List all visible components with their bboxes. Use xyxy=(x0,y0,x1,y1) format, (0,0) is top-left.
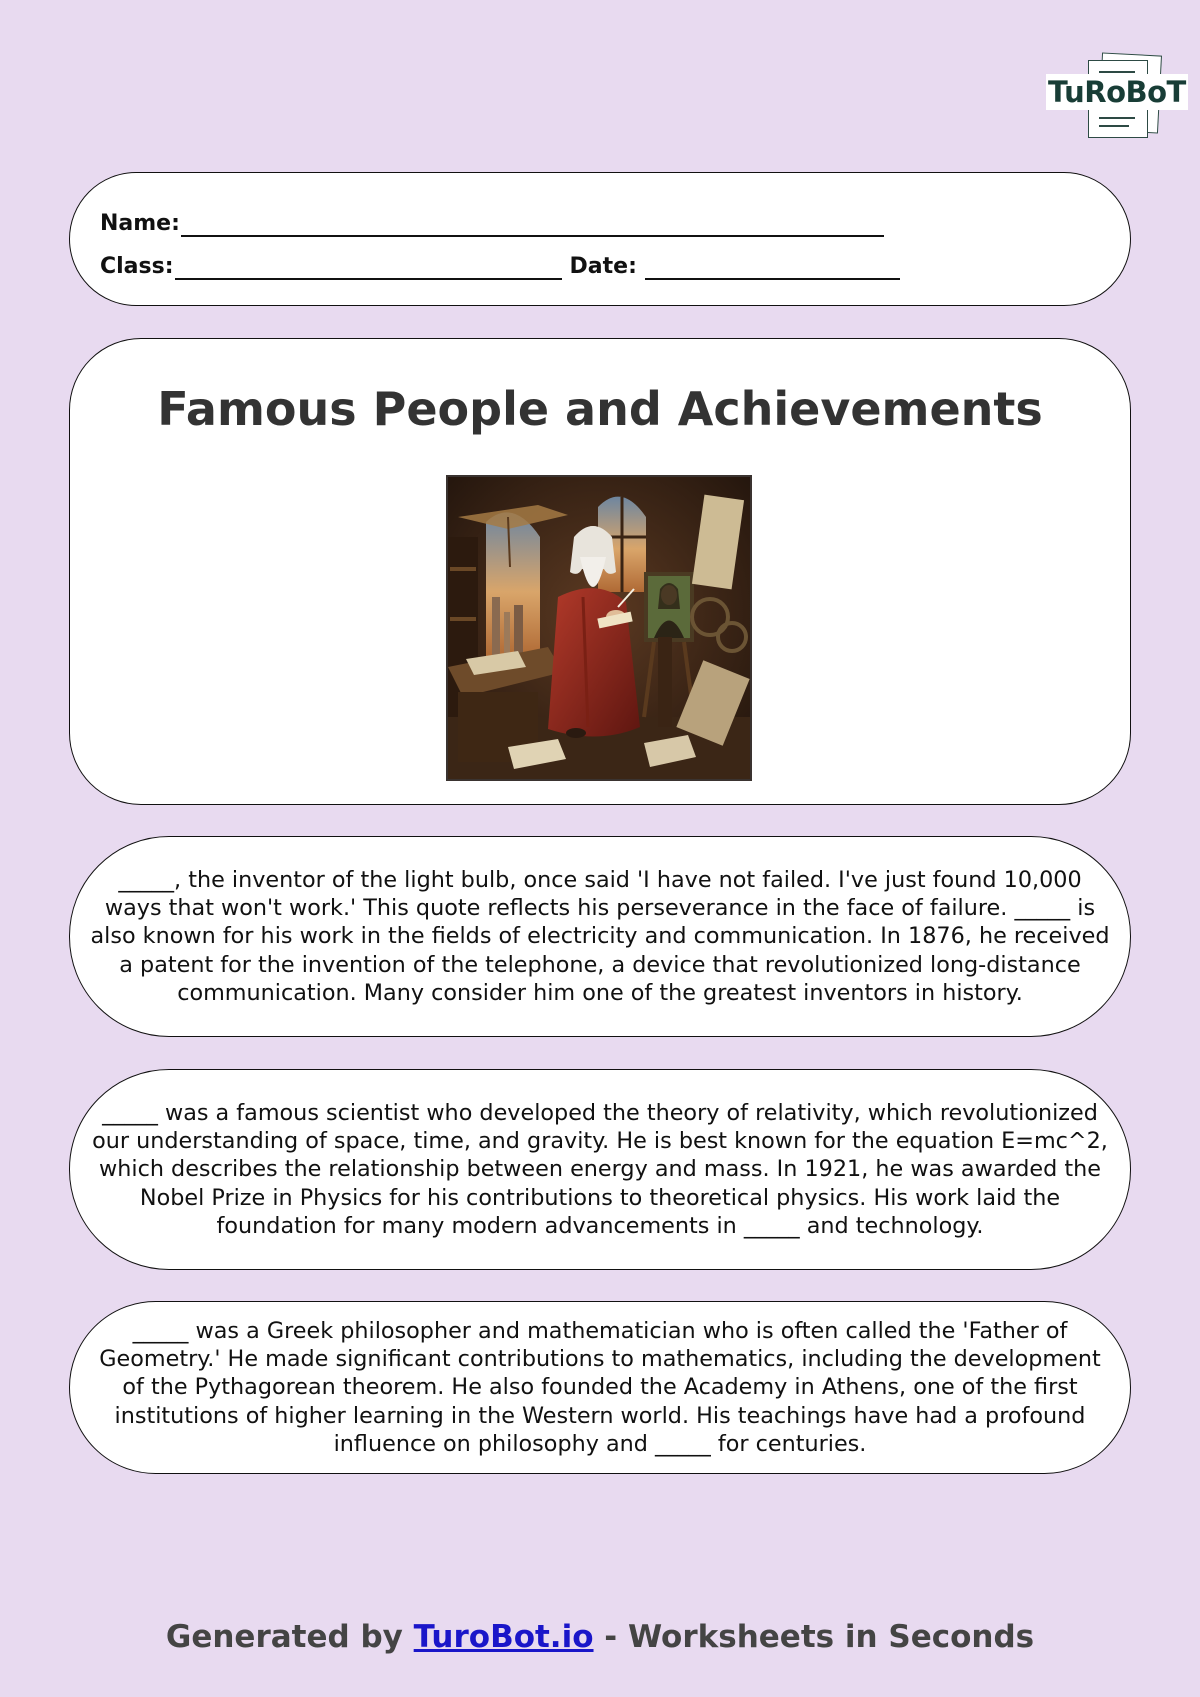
passage-text-3: _____ was a Greek philosopher and mathematician who is often called the 'Father of Geometry.' He made significant contributions to mathematics, including the development of the Pythagorean theorem. He also founded the Academy in Athens, one of the first institutions of higher learning in the Western world. His teachings have had a profound influence on philosophy and _____ for centuries. xyxy=(99,1317,1101,1457)
class-date-row xyxy=(100,254,900,280)
turobot-logo xyxy=(1046,52,1186,136)
logo-sheet-line xyxy=(1099,71,1135,73)
date-line[interactable] xyxy=(645,258,900,280)
name-label: Name: xyxy=(100,211,180,236)
worksheet-title: Famous People and Achievements xyxy=(157,382,1043,436)
footer-suffix: - Worksheets in Seconds xyxy=(593,1619,1035,1655)
passage-text-2: _____ was a famous scientist who developed the theory of relativity, which revolutionized our understanding of space, time, and gravity. He is best known for the equation E=mc^2, which describes the relationship between energy and mass. In 1921, he was awarded the Nobel Prize in Physics for his contributions to theoretical physics. His work laid the foundation for many modern advancements in _____ and technology. xyxy=(92,1099,1108,1239)
class-label: Class: xyxy=(100,254,174,279)
passage-box-3 xyxy=(69,1301,1131,1474)
class-line[interactable] xyxy=(175,258,562,280)
title-box xyxy=(69,338,1131,805)
passage-text-1: _____, the inventor of the light bulb, once said 'I have not failed. I've just found 10,000 ways that won't work.' This quote reflects his perseverance in the face of failure. _____ is also known for his work in the fields of electricity and communication. In 1876, he received a patent for the invention of the telephone, a device that revolutionized long-distance communication. Many consider him one of the greatest inventors in history. xyxy=(90,866,1110,1006)
logo-sheet-line xyxy=(1099,117,1135,119)
date-label: Date: xyxy=(569,254,637,279)
passage-box-2 xyxy=(69,1069,1131,1270)
footer-prefix: Generated by xyxy=(165,1619,414,1655)
logo-sheet-line xyxy=(1099,125,1129,127)
passage-box-1 xyxy=(69,836,1131,1037)
name-row xyxy=(100,211,884,237)
logo-wordmark: TuRoBoT xyxy=(1048,75,1186,109)
turobot-link[interactable]: TuroBot.io xyxy=(413,1619,594,1655)
student-info-box xyxy=(69,172,1131,306)
footer-credit xyxy=(0,1617,1200,1657)
name-line[interactable] xyxy=(181,215,884,237)
renaissance-inventor-illustration xyxy=(446,475,752,781)
